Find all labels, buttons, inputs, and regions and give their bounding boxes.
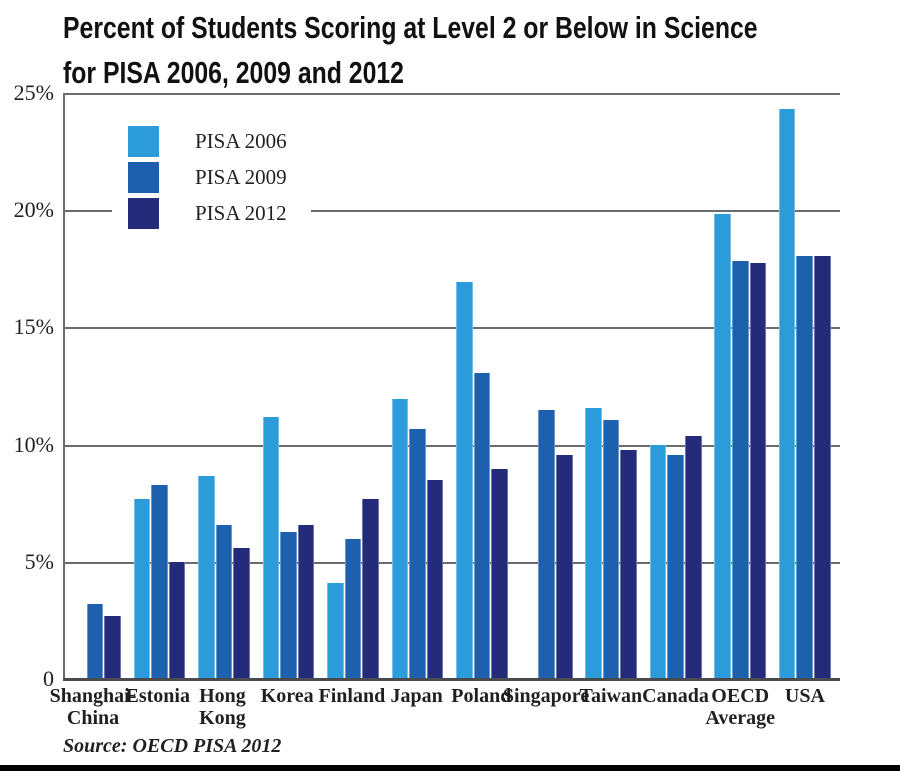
bar-group-oecd-average	[714, 95, 766, 679]
bar-pisa-2006	[585, 408, 602, 679]
x-axis-label: Estonia	[125, 685, 190, 707]
legend-swatch	[128, 198, 159, 229]
bar-pisa-2012	[620, 450, 637, 679]
bar-pisa-2012	[104, 616, 121, 679]
bar-pisa-2009	[732, 261, 749, 679]
legend-item	[128, 126, 287, 157]
x-axis-label: Japan	[390, 685, 443, 707]
x-axis-label: Korea	[260, 685, 314, 707]
bar-pisa-2009	[280, 532, 297, 679]
bar-pisa-2009	[151, 485, 168, 679]
source-note: Source: OECD PISA 2012	[63, 735, 282, 757]
bar-pisa-2006	[779, 109, 796, 679]
x-axis-label: Taiwan	[579, 685, 643, 707]
bar-group-japan	[392, 95, 444, 679]
x-axis-line	[63, 678, 840, 681]
bar-pisa-2006	[327, 583, 344, 679]
x-axis-label: Canada	[642, 685, 709, 707]
bar-pisa-2006	[714, 214, 731, 679]
x-axis-label: OECD Average	[705, 685, 775, 729]
y-axis-tick-label: 15%	[13, 314, 54, 340]
bar-pisa-2012	[233, 548, 250, 679]
x-axis-label: Hong Kong	[199, 685, 246, 729]
bar-pisa-2009	[345, 539, 362, 679]
bar-pisa-2012	[750, 263, 767, 679]
bar-pisa-2012	[298, 525, 315, 679]
legend-item-label: PISA 2012	[195, 201, 287, 225]
bottom-rule	[0, 765, 900, 771]
bar-group-poland	[456, 95, 508, 679]
bar-pisa-2012	[685, 436, 702, 679]
bar-group-singapore	[521, 95, 573, 679]
bar-pisa-2006	[263, 417, 280, 679]
bar-group-finland	[327, 95, 379, 679]
bar-pisa-2009	[216, 525, 233, 679]
y-axis-tick-label: 0	[43, 666, 54, 691]
bar-pisa-2006	[198, 476, 215, 679]
bar-pisa-2009	[87, 604, 104, 679]
bar-pisa-2009	[667, 455, 684, 679]
legend-item-label: PISA 2006	[195, 129, 287, 153]
x-axis-label: Shanghai- China	[49, 685, 137, 729]
y-axis-tick-label: 20%	[13, 197, 54, 223]
legend-swatch	[128, 162, 159, 193]
x-axis-label: Finland	[318, 685, 386, 707]
plot-area	[63, 93, 840, 679]
bar-pisa-2012	[169, 562, 186, 679]
chart-title-line-1: Percent of Students Scoring at Level 2 or Below in Science	[63, 10, 758, 45]
bar-pisa-2009	[538, 410, 555, 679]
bar-group-canada	[650, 95, 702, 679]
bar-group-usa	[779, 95, 831, 679]
bar-pisa-2012	[362, 499, 379, 679]
x-axis-label: USA	[784, 685, 825, 707]
bar-pisa-2009	[603, 420, 620, 679]
bar-group-taiwan	[585, 95, 637, 679]
x-axis-labels	[49, 685, 840, 729]
bar-pisa-2012	[491, 469, 508, 679]
bar-pisa-2009	[796, 256, 813, 679]
bar-pisa-2012	[556, 455, 573, 679]
x-axis-label: Poland	[451, 685, 512, 707]
legend	[112, 116, 311, 239]
chart-title-line-2: for PISA 2006, 2009 and 2012	[63, 55, 404, 90]
bar-pisa-2006	[134, 499, 151, 679]
bar-pisa-2006	[392, 399, 409, 679]
bar-pisa-2009	[409, 429, 426, 679]
legend-item	[128, 198, 287, 229]
bar-pisa-2006	[650, 445, 667, 679]
bar-pisa-2012	[427, 480, 444, 679]
y-axis-tick-label: 25%	[13, 80, 54, 105]
legend-item	[128, 162, 287, 193]
bar-pisa-2009	[474, 373, 491, 679]
x-axis-label: Singapore	[502, 685, 590, 707]
legend-item-label: PISA 2009	[195, 165, 287, 189]
y-axis-tick-label: 5%	[24, 548, 54, 574]
y-axis-tick-label: 10%	[13, 431, 54, 457]
legend-swatch	[128, 126, 159, 157]
bar-pisa-2012	[814, 256, 831, 679]
bar-pisa-2006	[456, 282, 473, 679]
chart-title	[63, 5, 758, 95]
